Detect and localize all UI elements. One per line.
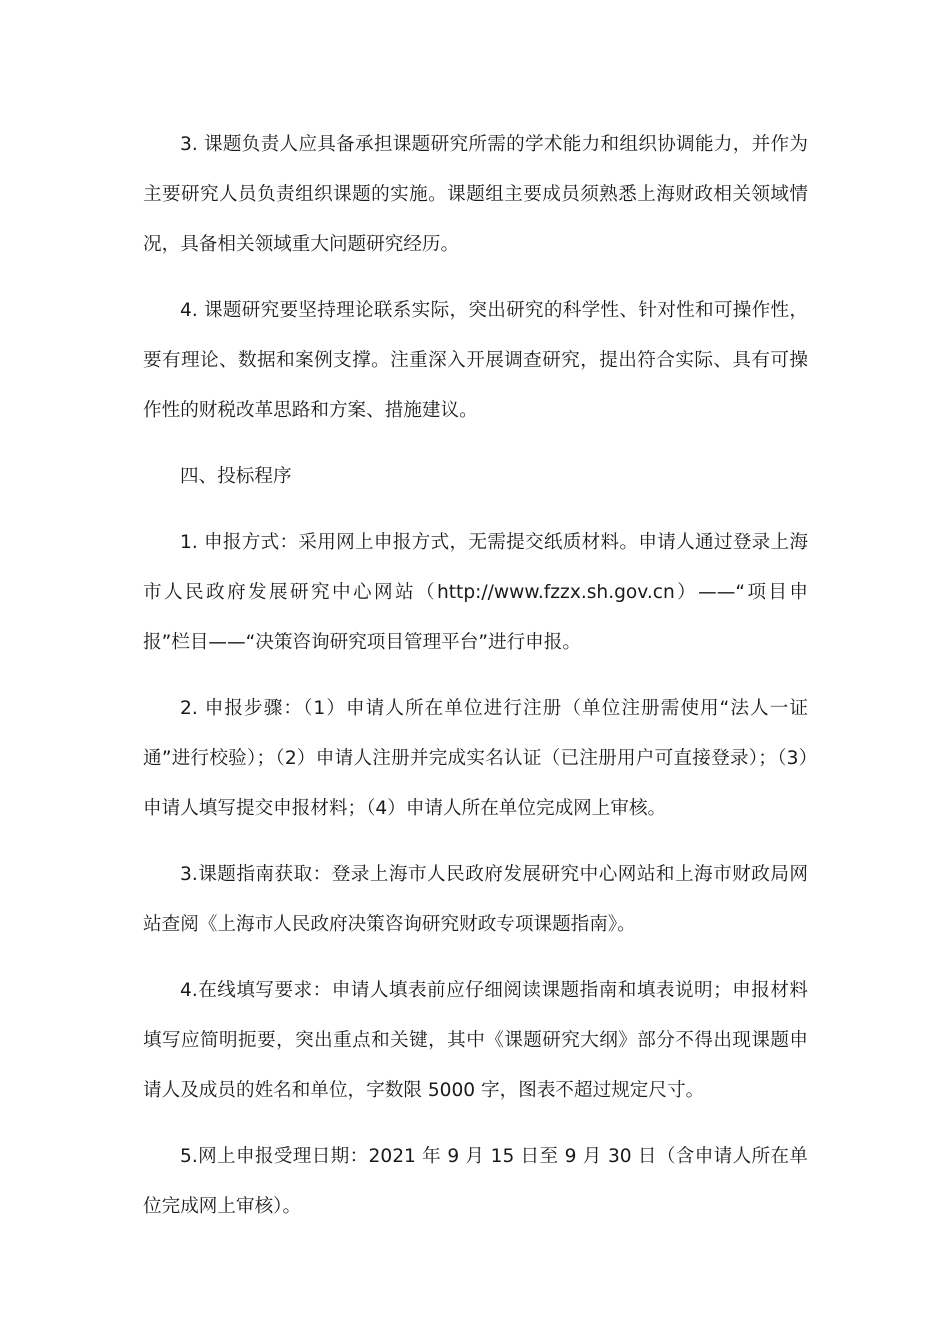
paragraph-requirement-3: 3. 课题负责人应具备承担课题研究所需的学术能力和组织协调能力，并作为主要研究人员负责组织课题的实施。课题组主要成员须熟悉上海财政相关领域情况，具备相关领域重大问题研究经历。 (143, 134, 808, 255)
section-heading-bidding-procedure: 四、投标程序 (180, 466, 292, 487)
paragraph-procedure-3: 3.课题指南获取：登录上海市人民政府发展研究中心网站和上海市财政局网站查阅《上海市人民政府决策咨询研究财政专项课题指南》。 (143, 864, 808, 935)
paragraph-procedure-1: 1. 申报方式：采用网上申报方式，无需提交纸质材料。申请人通过登录上海市人民政府发展研究中心网站（http://www.fzzx.sh.gov.cn）——“项目申报”栏目——“决策咨询研究项目管理平台”进行申报。 (143, 532, 808, 653)
paragraph-requirement-4: 4. 课题研究要坚持理论联系实际，突出研究的科学性、针对性和可操作性，要有理论、数据和案例支撑。注重深入开展调查研究，提出符合实际、具有可操作性的财税改革思路和方案、措施建议。 (143, 300, 808, 421)
paragraph-procedure-5: 5.网上申报受理日期：2021 年 9 月 15 日至 9 月 30 日（含申请人所在单位完成网上审核）。 (143, 1146, 808, 1217)
paragraph-procedure-4: 4.在线填写要求：申请人填表前应仔细阅读课题指南和填表说明；申报材料填写应简明扼要，突出重点和关键，其中《课题研究大纲》部分不得出现课题申请人及成员的姓名和单位，字数限 5000 字，图表不超过规定尺寸。 (143, 980, 808, 1101)
document-body (143, 120, 808, 1248)
paragraph-procedure-2: 2. 申报步骤：（1）申请人所在单位进行注册（单位注册需使用“法人一证通”进行校验）；（2）申请人注册并完成实名认证（已注册用户可直接登录）；（3）申请人填写提交申报材料；（4）申请人所在单位完成网上审核。 (143, 698, 808, 819)
